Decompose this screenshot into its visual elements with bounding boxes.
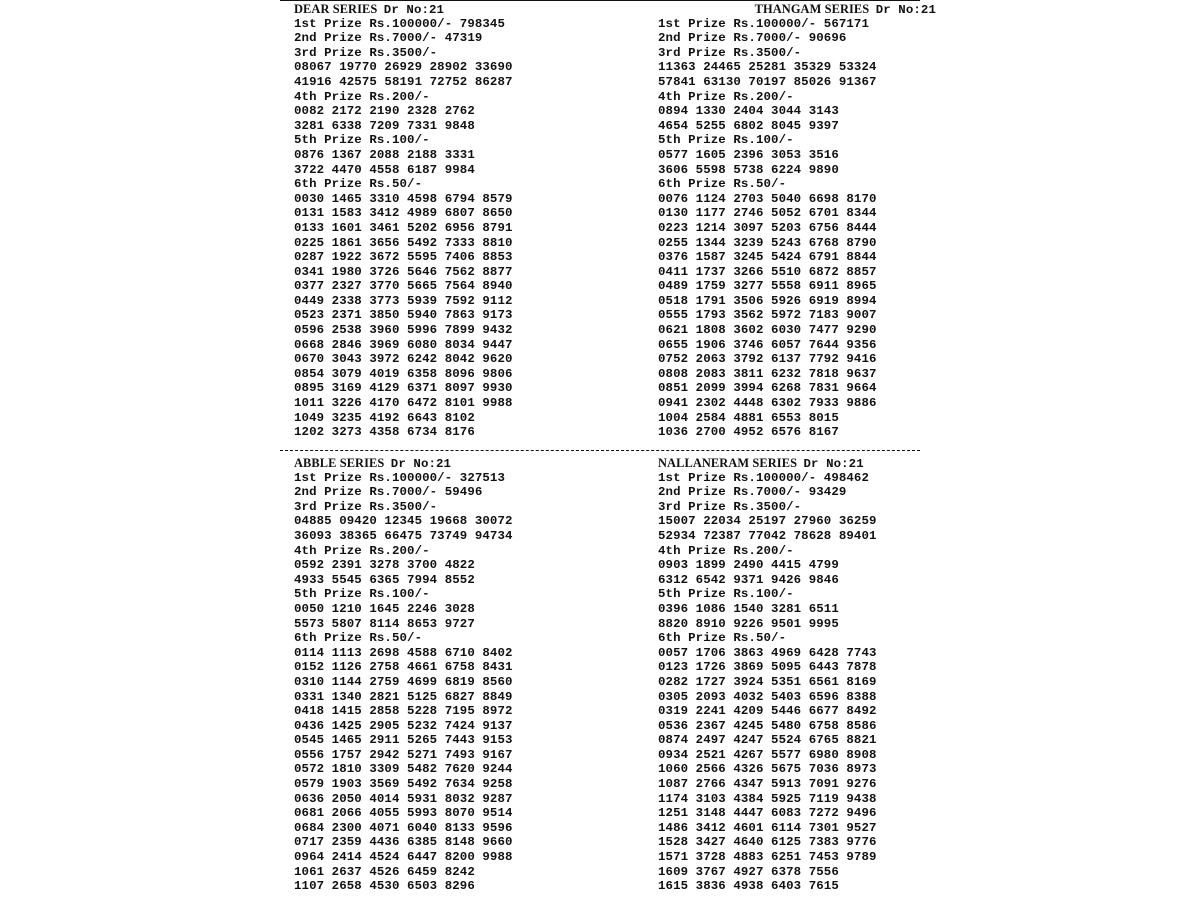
fifth-prize-numbers-row: 0577 1605 2396 3053 3516 [658,147,839,162]
sixth-prize-numbers-row: 0331 1340 2821 5125 6827 8849 [294,689,513,704]
sixth-prize-numbers-row: 0411 1737 3266 5510 6872 8857 [658,264,877,279]
sixth-prize-numbers-row: 0282 1727 3924 5351 6561 8169 [658,674,877,689]
third-prize-numbers-row: 52934 72387 77042 78628 89401 [658,528,877,543]
sixth-prize-numbers-row: 1049 3235 4192 6643 8102 [294,410,475,425]
sixth-prize-numbers-row: 0572 1810 3309 5482 7620 9244 [294,762,513,777]
draw-number: Dr No:21 [383,3,445,17]
sixth-prize-numbers-row: 0152 1126 2758 4661 6758 8431 [294,660,513,675]
series-heading [658,456,958,471]
section-divider-dashed [280,450,920,451]
third-prize-heading: 3rd Prize Rs.3500/- [294,45,438,60]
fifth-prize-numbers-row: 0050 1210 1645 2246 3028 [294,601,475,616]
series-heading [294,456,594,471]
sixth-prize-numbers-row: 0123 1726 3869 5095 6443 7878 [658,660,877,675]
sixth-prize-numbers-row: 0636 2050 4014 5931 8032 9287 [294,791,513,806]
fifth-prize-numbers-row: 3722 4470 4558 6187 9984 [294,162,475,177]
sixth-prize-numbers-row: 0523 2371 3850 5940 7863 9173 [294,308,513,323]
third-prize-heading: 3rd Prize Rs.3500/- [294,499,438,514]
sixth-prize-numbers-row: 0579 1903 3569 5492 7634 9258 [294,777,513,792]
fifth-prize-heading: 5th Prize Rs.100/- [658,587,794,602]
top-border-line [280,0,920,1]
second-prize-line: 2nd Prize Rs.7000/- 90696 [658,31,847,46]
series-heading [658,2,958,17]
third-prize-numbers-row: 11363 24465 25281 35329 53324 [658,60,877,75]
fifth-prize-numbers-row: 3606 5598 5738 6224 9890 [658,162,839,177]
fourth-prize-numbers-row: 4933 5545 6365 7994 8552 [294,572,475,587]
sixth-prize-numbers-row: 0076 1124 2703 5040 6698 8170 [658,191,877,206]
sixth-prize-numbers-row: 1060 2566 4326 5675 7036 8973 [658,762,877,777]
draw-number: Dr No:21 [875,3,936,17]
first-prize-line: 1st Prize Rs.100000/- 567171 [658,16,869,31]
sixth-prize-numbers-row: 1061 2637 4526 6459 8242 [294,864,475,879]
result-block-nallaneram [658,456,958,894]
fifth-prize-numbers-row: 0396 1086 1540 3281 6511 [658,601,839,616]
result-block-thangam [658,2,958,440]
sixth-prize-numbers-row: 1251 3148 4447 6083 7272 9496 [658,806,877,821]
sixth-prize-numbers-row: 0225 1861 3656 5492 7333 8810 [294,235,513,250]
sixth-prize-numbers-row: 0319 2241 4209 5446 6677 8492 [658,704,877,719]
first-prize-line: 1st Prize Rs.100000/- 498462 [658,470,869,485]
fifth-prize-numbers-row: 8820 8910 9226 9501 9995 [658,616,839,631]
sixth-prize-numbers-row: 0964 2414 4524 6447 8200 9988 [294,850,513,865]
sixth-prize-numbers-row: 1087 2766 4347 5913 7091 9276 [658,777,877,792]
sixth-prize-numbers-row: 0668 2846 3969 6080 8034 9447 [294,337,513,352]
sixth-prize-numbers-row: 0895 3169 4129 6371 8097 9930 [294,381,513,396]
sixth-prize-numbers-row: 0808 2083 3811 6232 7818 9637 [658,366,877,381]
sixth-prize-numbers-row: 0851 2099 3994 6268 7831 9664 [658,381,877,396]
series-heading [294,2,594,17]
sixth-prize-numbers-row: 0305 2093 4032 5403 6596 8388 [658,689,877,704]
sixth-prize-numbers-row: 0287 1922 3672 5595 7406 8853 [294,250,513,265]
sixth-prize-heading: 6th Prize Rs.50/- [294,177,423,192]
sixth-prize-heading: 6th Prize Rs.50/- [294,631,423,646]
sixth-prize-numbers-row: 0684 2300 4071 6040 8133 9596 [294,820,513,835]
second-prize-line: 2nd Prize Rs.7000/- 59496 [294,485,483,500]
sixth-prize-numbers-row: 1107 2658 4530 6503 8296 [294,879,475,894]
sixth-prize-numbers-row: 0536 2367 4245 5480 6758 8586 [658,718,877,733]
sixth-prize-numbers-row: 1174 3103 4384 5925 7119 9438 [658,791,877,806]
sixth-prize-numbers-row: 1609 3767 4927 6378 7556 [658,864,839,879]
fourth-prize-heading: 4th Prize Rs.200/- [294,543,430,558]
sixth-prize-numbers-row: 0341 1980 3726 5646 7562 8877 [294,264,513,279]
sixth-prize-numbers-row: 0941 2302 4448 6302 7933 9886 [658,396,877,411]
sixth-prize-numbers-row: 0223 1214 3097 5203 6756 8444 [658,220,877,235]
sixth-prize-numbers-row: 0255 1344 3239 5243 6768 8790 [658,235,877,250]
sixth-prize-numbers-row: 0545 1465 2911 5265 7443 9153 [294,733,513,748]
sixth-prize-numbers-row: 0489 1759 3277 5558 6911 8965 [658,279,877,294]
sixth-prize-numbers-row: 0376 1587 3245 5424 6791 8844 [658,250,877,265]
sixth-prize-numbers-row: 1011 3226 4170 6472 8101 9988 [294,396,513,411]
sixth-prize-numbers-row: 0310 1144 2759 4699 6819 8560 [294,674,513,689]
sixth-prize-numbers-row: 0377 2327 3770 5665 7564 8940 [294,279,513,294]
sixth-prize-numbers-row: 0670 3043 3972 6242 8042 9620 [294,352,513,367]
fourth-prize-numbers-row: 0592 2391 3278 3700 4822 [294,558,475,573]
sixth-prize-numbers-row: 0556 1757 2942 5271 7493 9167 [294,747,513,762]
draw-number: Dr No:21 [803,457,864,471]
sixth-prize-numbers-row: 0418 1415 2858 5228 7195 8972 [294,704,513,719]
sixth-prize-numbers-row: 0114 1113 2698 4588 6710 8402 [294,645,513,660]
second-prize-line: 2nd Prize Rs.7000/- 47319 [294,31,483,46]
sixth-prize-numbers-row: 0717 2359 4436 6385 8148 9660 [294,835,513,850]
result-block-dear [294,2,594,440]
fourth-prize-heading: 4th Prize Rs.200/- [658,543,794,558]
fourth-prize-numbers-row: 3281 6338 7209 7331 9848 [294,118,475,133]
sixth-prize-numbers-row: 0436 1425 2905 5232 7424 9137 [294,718,513,733]
sixth-prize-numbers-row: 1036 2700 4952 6576 8167 [658,425,839,440]
sixth-prize-numbers-row: 0555 1793 3562 5972 7183 9007 [658,308,877,323]
series-name: DEAR SERIES [294,2,378,16]
sixth-prize-numbers-row: 1571 3728 4883 6251 7453 9789 [658,850,877,865]
sixth-prize-numbers-row: 0854 3079 4019 6358 8096 9806 [294,366,513,381]
sixth-prize-numbers-row: 0874 2497 4247 5524 6765 8821 [658,733,877,748]
third-prize-numbers-row: 57841 63130 70197 85026 91367 [658,74,877,89]
result-block-abble [294,456,594,894]
sixth-prize-numbers-row: 1486 3412 4601 6114 7301 9527 [658,820,877,835]
fourth-prize-numbers-row: 0082 2172 2190 2328 2762 [294,104,475,119]
fifth-prize-heading: 5th Prize Rs.100/- [294,587,430,602]
sixth-prize-numbers-row: 1004 2584 4881 6553 8015 [658,410,839,425]
sixth-prize-numbers-row: 1615 3836 4938 6403 7615 [658,879,839,894]
fourth-prize-numbers-row: 4654 5255 6802 8045 9397 [658,118,839,133]
fourth-prize-heading: 4th Prize Rs.200/- [658,89,794,104]
sixth-prize-numbers-row: 0621 1808 3602 6030 7477 9290 [658,323,877,338]
third-prize-heading: 3rd Prize Rs.3500/- [658,45,802,60]
draw-number: Dr No:21 [390,457,452,471]
fourth-prize-numbers-row: 0903 1899 2490 4415 4799 [658,558,839,573]
third-prize-numbers-row: 08067 19770 26929 28902 33690 [294,60,513,75]
second-prize-line: 2nd Prize Rs.7000/- 93429 [658,485,847,500]
fifth-prize-heading: 5th Prize Rs.100/- [294,133,430,148]
fifth-prize-numbers-row: 5573 5807 8114 8653 9727 [294,616,475,631]
series-name: THANGAM SERIES [754,2,870,16]
series-name: ABBLE SERIES [294,456,385,470]
fourth-prize-numbers-row: 6312 6542 9371 9426 9846 [658,572,839,587]
sixth-prize-numbers-row: 0518 1791 3506 5926 6919 8994 [658,293,877,308]
sixth-prize-numbers-row: 0057 1706 3863 4969 6428 7743 [658,645,877,660]
sixth-prize-numbers-row: 1202 3273 4358 6734 8176 [294,425,475,440]
sixth-prize-numbers-row: 0655 1906 3746 6057 7644 9356 [658,337,877,352]
third-prize-numbers-row: 15007 22034 25197 27960 36259 [658,514,877,529]
sixth-prize-numbers-row: 0133 1601 3461 5202 6956 8791 [294,220,513,235]
sixth-prize-heading: 6th Prize Rs.50/- [658,177,787,192]
sixth-prize-numbers-row: 0131 1583 3412 4989 6807 8650 [294,206,513,221]
sixth-prize-numbers-row: 0596 2538 3960 5996 7899 9432 [294,323,513,338]
series-name: NALLANERAM SERIES [658,456,798,470]
fifth-prize-numbers-row: 0876 1367 2088 2188 3331 [294,147,475,162]
sixth-prize-numbers-row: 0681 2066 4055 5993 8070 9514 [294,806,513,821]
third-prize-numbers-row: 36093 38365 66475 73749 94734 [294,528,513,543]
third-prize-heading: 3rd Prize Rs.3500/- [658,499,802,514]
first-prize-line: 1st Prize Rs.100000/- 327513 [294,470,505,485]
sixth-prize-numbers-row: 0030 1465 3310 4598 6794 8579 [294,191,513,206]
sixth-prize-heading: 6th Prize Rs.50/- [658,631,787,646]
third-prize-numbers-row: 41916 42575 58191 72752 86287 [294,74,513,89]
sixth-prize-numbers-row: 0752 2063 3792 6137 7792 9416 [658,352,877,367]
third-prize-numbers-row: 04885 09420 12345 19668 30072 [294,514,513,529]
first-prize-line: 1st Prize Rs.100000/- 798345 [294,16,505,31]
sixth-prize-numbers-row: 0130 1177 2746 5052 6701 8344 [658,206,877,221]
sixth-prize-numbers-row: 0449 2338 3773 5939 7592 9112 [294,293,513,308]
sixth-prize-numbers-row: 0934 2521 4267 5577 6980 8908 [658,747,877,762]
sixth-prize-numbers-row: 1528 3427 4640 6125 7383 9776 [658,835,877,850]
fourth-prize-heading: 4th Prize Rs.200/- [294,89,430,104]
fifth-prize-heading: 5th Prize Rs.100/- [658,133,794,148]
fourth-prize-numbers-row: 0894 1330 2404 3044 3143 [658,104,839,119]
